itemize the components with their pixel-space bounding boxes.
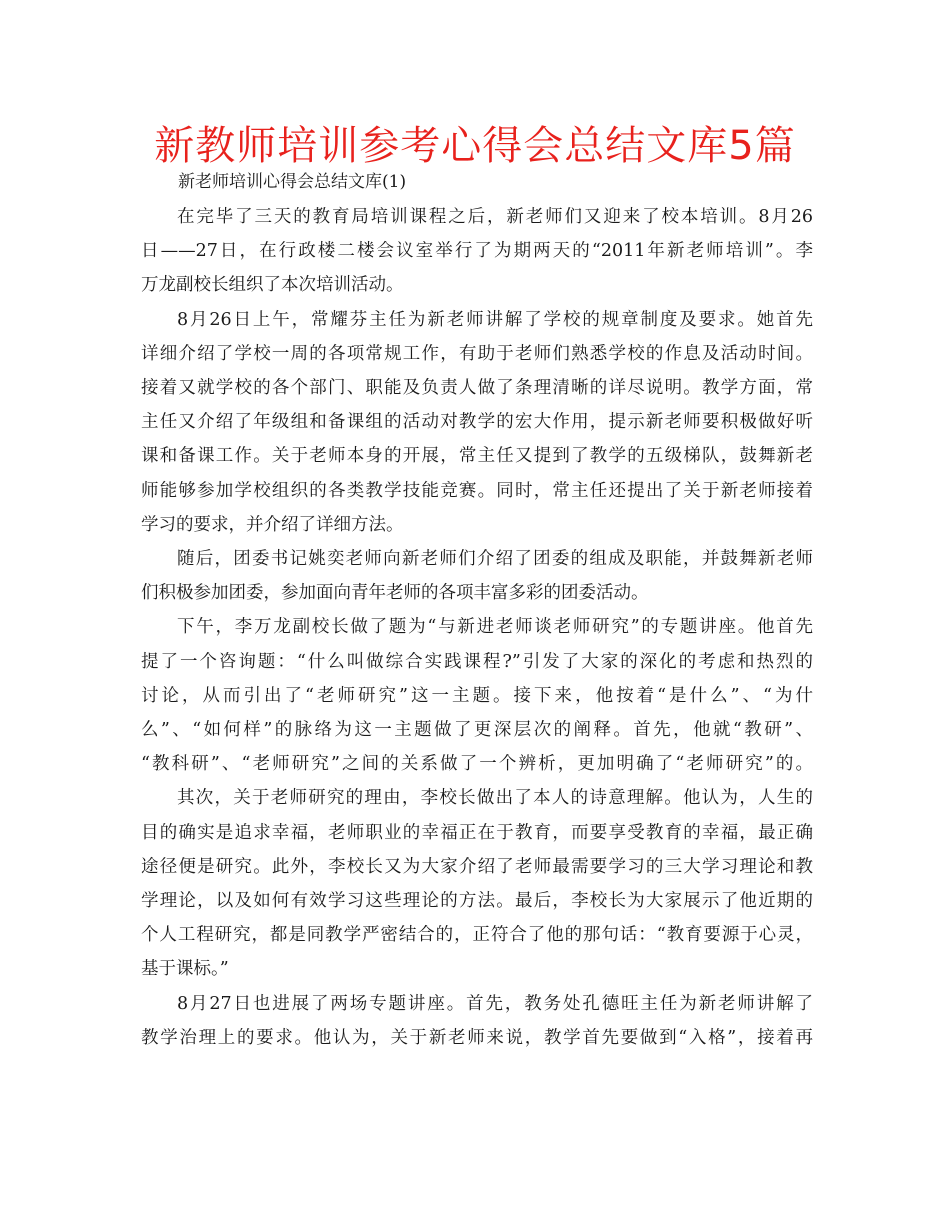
text-line: 们积极参加团委，参加面向青年老师的各项丰富多彩的团委活动。 <box>141 583 649 604</box>
text-line: 目的确实是追求幸福，老师职业的幸福正在于教育，而要享受教育的幸福，最正确 <box>141 822 813 843</box>
paragraph <box>141 610 813 781</box>
text-line: 下午，李万龙副校长做了题为“与新进老师谈老师研究”的专题讲座。他首先 <box>177 617 813 638</box>
text-line: 8月26日上午，常耀芬主任为新老师讲解了学校的规章制度及要求。她首先 <box>177 309 813 330</box>
text-line: 8月27日也进展了两场专题讲座。首先，教务处孔德旺主任为新老师讲解了 <box>177 993 813 1014</box>
text-line: 随后，团委书记姚奕老师向新老师们介绍了团委的组成及职能，并鼓舞新老师 <box>177 549 813 570</box>
text-line: 提了一个咨询题：“什么叫做综合实践课程?”引发了大家的深化的考虑和热烈的 <box>141 651 813 672</box>
document-title: 新教师培训参考心得会总结文库5篇 <box>154 123 796 169</box>
paragraph <box>141 303 813 542</box>
document-body <box>141 200 813 1055</box>
text-line: 基于课标。” <box>141 959 229 980</box>
text-line: 教学治理上的要求。他认为，关于新老师来说，教学首先要做到“入格”，接着再 <box>141 1027 813 1048</box>
document-subtitle: 新老师培训心得会总结文库(1) <box>178 172 407 192</box>
text-line: 师能够参加学校组织的各类教学技能竞赛。同时，常主任还提出了关于新老师接着 <box>141 480 813 501</box>
text-line: “教科研”、“老师研究”之间的关系做了一个辨析，更加明确了“老师研究”的。 <box>141 754 813 775</box>
paragraph <box>141 200 813 303</box>
text-line: 么”、“如何样”的脉络为这一主题做了更深层次的阐释。首先，他就“教研”、 <box>141 720 813 741</box>
paragraph <box>141 781 813 986</box>
text-line: 其次，关于老师研究的理由，李校长做出了本人的诗意理解。他认为，人生的 <box>177 788 813 809</box>
text-line: 途径便是研究。此外，李校长又为大家介绍了老师最需要学习的三大学习理论和教 <box>141 856 813 877</box>
paragraph <box>141 542 813 610</box>
text-line: 学理论，以及如何有效学习这些理论的方法。最后，李校长为大家展示了他近期的 <box>141 891 813 912</box>
text-line: 讨论，从而引出了“老师研究”这一主题。接下来，他按着“是什么”、“为什 <box>141 685 813 706</box>
text-line: 日——27日，在行政楼二楼会议室举行了为期两天的“2011年新老师培训”。李 <box>141 241 813 262</box>
text-line: 在完毕了三天的教育局培训课程之后，新老师们又迎来了校本培训。8月26 <box>177 207 813 227</box>
text-line: 万龙副校长组织了本次培训活动。 <box>141 275 404 296</box>
text-line: 详细介绍了学校一周的各项常规工作，有助于老师们熟悉学校的作息及活动时间。 <box>141 343 813 364</box>
text-line: 课和备课工作。关于老师本身的开展，常主任又提到了教学的五级梯队，鼓舞新老 <box>141 446 813 467</box>
text-line: 学习的要求，并介绍了详细方法。 <box>141 514 404 535</box>
text-line: 个人工程研究，都是同教学严密结合的，正符合了他的那句话：“教育要源于心灵， <box>141 925 813 946</box>
paragraph <box>141 987 813 1055</box>
text-line: 接着又就学校的各个部门、职能及负责人做了条理清晰的详尽说明。教学方面，常 <box>141 378 813 399</box>
text-line: 主任又介绍了年级组和备课组的活动对教学的宏大作用，提示新老师要积极做好听 <box>141 412 813 433</box>
